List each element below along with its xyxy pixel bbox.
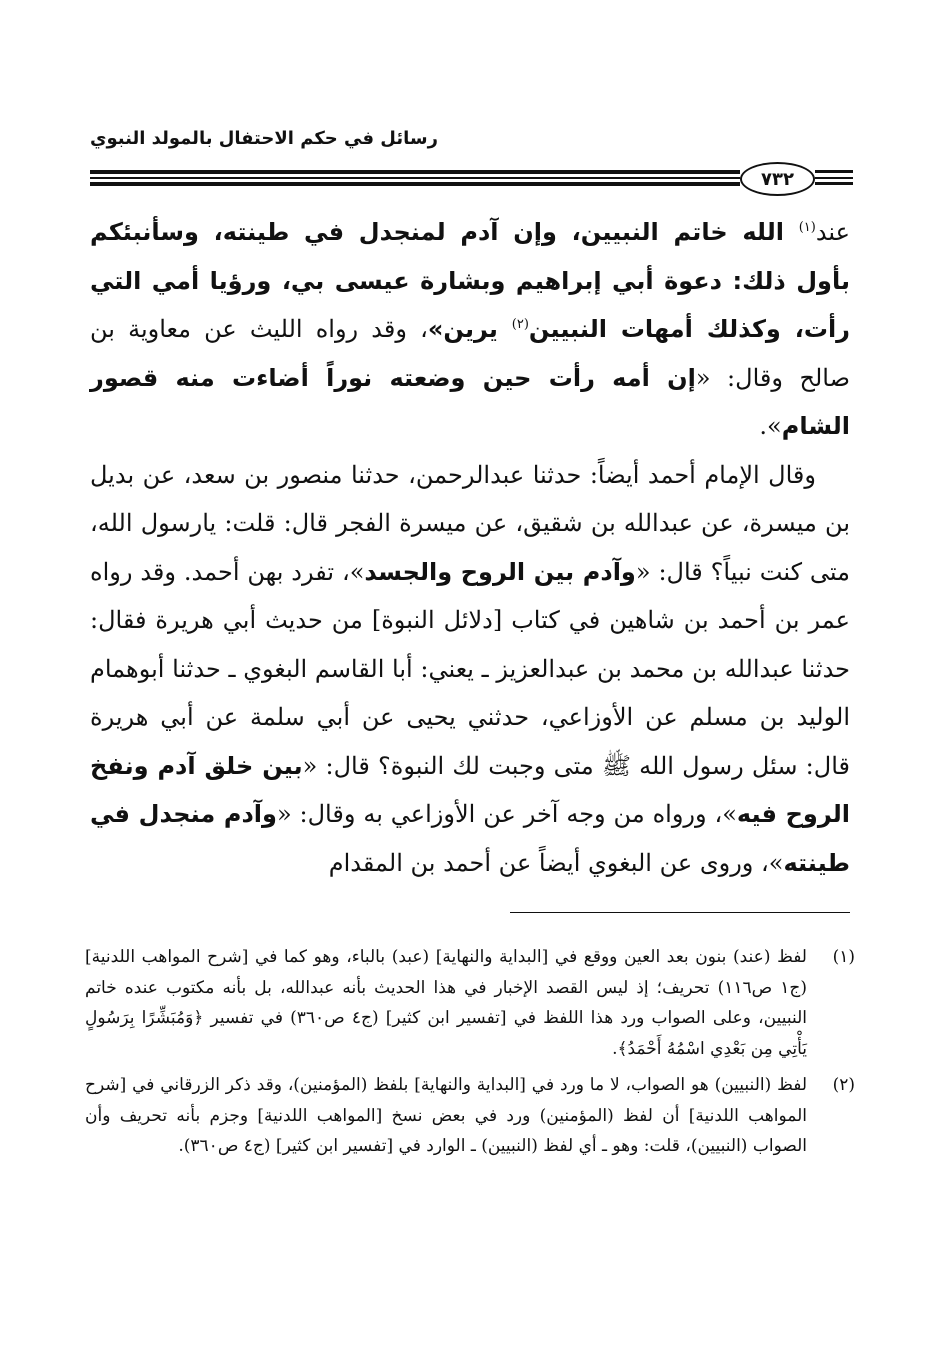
text-run: ». (759, 412, 782, 440)
page-number: ٧٣٢ (740, 162, 815, 196)
footnote-2 (85, 1070, 855, 1162)
footnote-ref-2[interactable]: (٢) (511, 317, 529, 332)
text-run: وقال الإمام أحمد أيضاً: حدثنا عبدالرحمن، حدثنا منصور بن سعد، عن بديل بن ميسرة، عن عبدالله بن شقيق، عن ميسرة الفجر قال: قلت: يارسول الله، متى كنت نبياً؟ قال: « (90, 460, 851, 586)
footnote-1 (85, 942, 855, 1064)
hadith-quote: وآدم بين الروح والجسد (364, 557, 636, 586)
text-run: »، ورواه من وجه آخر عن الأوزاعي به وقال: « (276, 800, 737, 828)
header-rule-thick-lower (90, 182, 740, 186)
text-run: ، وقد رواه الليث عن معاوية بن صالح وقال: « (90, 315, 850, 392)
running-title: رسائل في حكم الاحتفال بالمولد النبوي (90, 128, 438, 149)
footnote-text: لفظ (عند) بنون بعد العين ووقع في [البداية والنهاية] (عبد) بالباء، وهو كما في [شرح المواهب اللدنية] (ج١ ص١١٦) تحريف؛ إذ ليس القصد الإخبار في هذا الحديث بأنه عبدالله، بل بأنه مكتوب عنده خاتم النبيين، وعلى الصواب ورد هذا اللفظ في [تفسير ابن كثير] (ج٤ ص٣٦٠) في تفسير ﴿وَمُبَشِّرًا بِرَسُولٍ يَأْتِي مِن بَعْدِي اسْمُهُ أَحْمَدُ﴾. (85, 947, 807, 1059)
paragraph-1 (90, 208, 850, 451)
hadith-quote: وآدم منجدل في طينته (90, 800, 850, 877)
footnote-number: (٢) (832, 1075, 855, 1095)
hadith-quote: الله خاتم النبيين، وإن آدم لمنجدل في طينته، وسأنبئكم بأول ذلك: دعوة أبي إبراهيم وبشارة عيسى بي، ورؤيا أمي التي رأت، وكذلك أمهات النبيين (90, 218, 850, 343)
hadith-quote: بين خلق آدم ونفخ الروح فيه (90, 751, 850, 828)
text-run: عند (815, 218, 850, 246)
text-run: »، تفرد بهن أحمد. وقد رواه عمر بن أحمد بن شاهين في كتاب [دلائل النبوة] من حديث أبي هريرة فقال: حدثنا عبدالله بن محمد بن عبدالعزيز ـ يعني: أبا القاسم البغوي ـ حدثنا أبوهمام الوليد بن مسلم عن الأوزاعي، حدثني يحيى عن أبي سلمة عن أبي هريرة قال: سئل رسول الله ﷺ متى وجبت لك النبوة؟ قال: « (90, 557, 851, 780)
paragraph-2 (90, 451, 850, 888)
hadith-quote: إن أمه رأت حين وضعته نوراً أضاءت منه قصور الشام (90, 363, 850, 440)
footnotes (85, 942, 855, 1168)
text-run: »، وروى عن البغوي أيضاً عن أحمد بن المقدام (328, 848, 784, 877)
footnote-number: (١) (832, 947, 855, 967)
footnote-text: لفظ (النبيين) هو الصواب، لا ما ورد في [البداية والنهاية] بلفظ (المؤمنين)، وقد ذكر الزرقاني في [شرح المواهب اللدنية] أن لفظ (المؤمنين) ورد في بعض نسخ [المواهب اللدنية] وجزم بأنه تحريف وأن الصواب (النبيين)، قلت: وهو ـ أي لفظ (النبيين) ـ الوارد في [تفسير ابن كثير] (ج٤ ص٣٦٠). (85, 1075, 807, 1156)
header-rule-right-top (815, 170, 853, 173)
hadith-quote-end: يرين» (427, 315, 512, 343)
main-text (90, 208, 850, 887)
header-rule-thin (90, 177, 740, 179)
header-rule-right-mid (815, 177, 853, 179)
header-rule-thick (90, 170, 740, 174)
footnote-ref-1[interactable]: (١) (798, 220, 816, 235)
footnote-separator (510, 912, 850, 913)
header-rule-right-bottom (815, 182, 853, 185)
